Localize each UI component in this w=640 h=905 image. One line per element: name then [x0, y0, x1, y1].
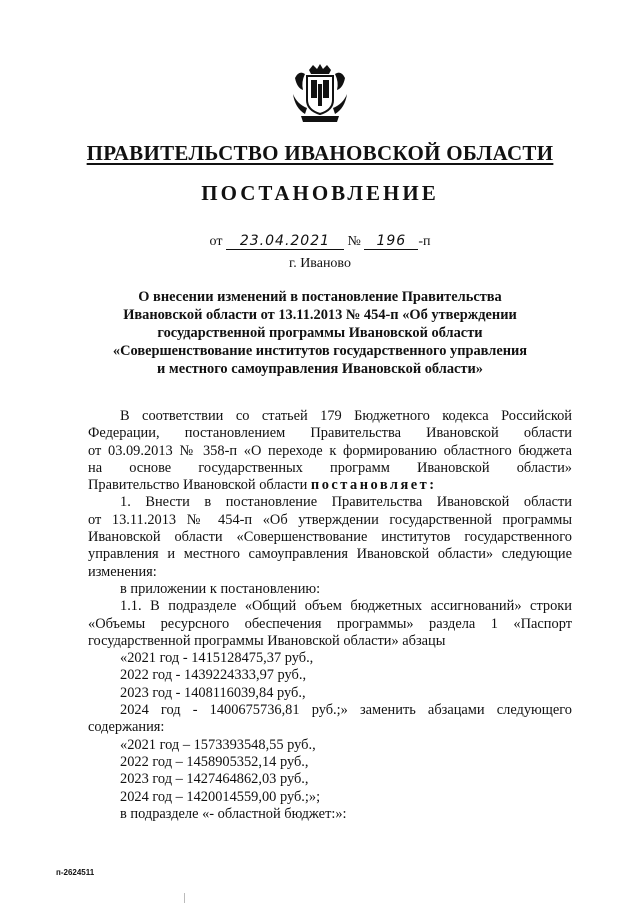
body-line: Федерации, постановлением Правительства Ивановской области [88, 425, 572, 442]
body-line: В соответствии со статьей 179 Бюджетного кодекса Российской [120, 408, 572, 424]
number-sign: № [347, 234, 361, 249]
decree-verb: постановляет: [310, 477, 437, 494]
body-line: 1.1. В подразделе «Общий объем бюджетных ассигнований» строки [120, 598, 572, 615]
document-code: п-2624511 [56, 868, 95, 877]
new-value-line: 2024 год – 1420014559,00 руб.;»; [120, 788, 321, 805]
body-line: от 03.09.2013 № 358-п «О переходе к формированию областного бюджета [88, 442, 572, 459]
body-line: изменения: [88, 563, 157, 580]
document-body [88, 408, 572, 823]
organization-title: ПРАВИТЕЛЬСТВО ИВАНОВСКОЙ ОБЛАСТИ [86, 141, 554, 165]
city: г. Иваново [289, 256, 351, 271]
old-value-line: 2024 год - 1400675736,81 руб.;» заменить абзацами следующего [120, 702, 572, 719]
new-value-line: «2021 год – 1573393548,55 руб., [120, 736, 316, 753]
coat-of-arms-icon [287, 64, 353, 124]
new-value-line: 2022 год – 1458905352,14 руб., [120, 753, 309, 770]
new-value-line: 2023 год – 1427464862,03 руб., [120, 771, 309, 788]
subject-line: Ивановской области от 13.11.2013 № 454-п «Об утверждении [123, 307, 517, 323]
date-number-row [0, 234, 640, 250]
body-line: Ивановской области «Совершенствование институтов государственного [88, 529, 572, 546]
subject-line: О внесении изменений в постановление Правительства [138, 289, 502, 305]
date-prefix: от [209, 234, 223, 249]
subject-line: «Совершенствование институтов государственного управления [112, 343, 528, 359]
body-line [88, 477, 572, 494]
body-line: государственной программы Ивановской области» абзацы [88, 632, 446, 649]
body-line: 1. Внести в постановление Правительства Ивановской области [120, 494, 572, 511]
scan-artifact [184, 893, 185, 903]
old-value-line: 2023 год - 1408116039,84 руб., [120, 684, 306, 701]
document-date: 23.04.2021 [226, 234, 344, 250]
number-suffix: -п [418, 234, 431, 249]
body-line: в подразделе «- областной бюджет:»: [120, 805, 347, 822]
document-type: ПОСТАНОВЛЕНИЕ [201, 181, 439, 205]
document-number: 196 [364, 234, 418, 250]
old-value-line: «2021 год - 1415128475,37 руб., [120, 650, 314, 667]
subject-line: и местного самоуправления Ивановской области» [157, 361, 483, 377]
body-line: управления и местного самоуправления Ивановской области» следующие [88, 546, 572, 563]
decree-subject: Правительство Ивановской области [88, 477, 308, 494]
subject-line: государственной программы Ивановской области [157, 325, 483, 341]
body-line: в приложении к постановлению: [120, 580, 321, 597]
body-line: на основе государственных программ Ивановской области» [88, 459, 572, 476]
old-value-line: 2022 год - 1439224333,97 руб., [120, 667, 307, 684]
body-line: содержания: [88, 719, 165, 736]
body-line: от 13.11.2013 № 454-п «Об утверждении государственной программы [88, 511, 572, 528]
document-subject [90, 288, 550, 378]
body-line: «Объемы ресурсного обеспечения программы» раздела 1 «Паспорт [88, 615, 572, 632]
